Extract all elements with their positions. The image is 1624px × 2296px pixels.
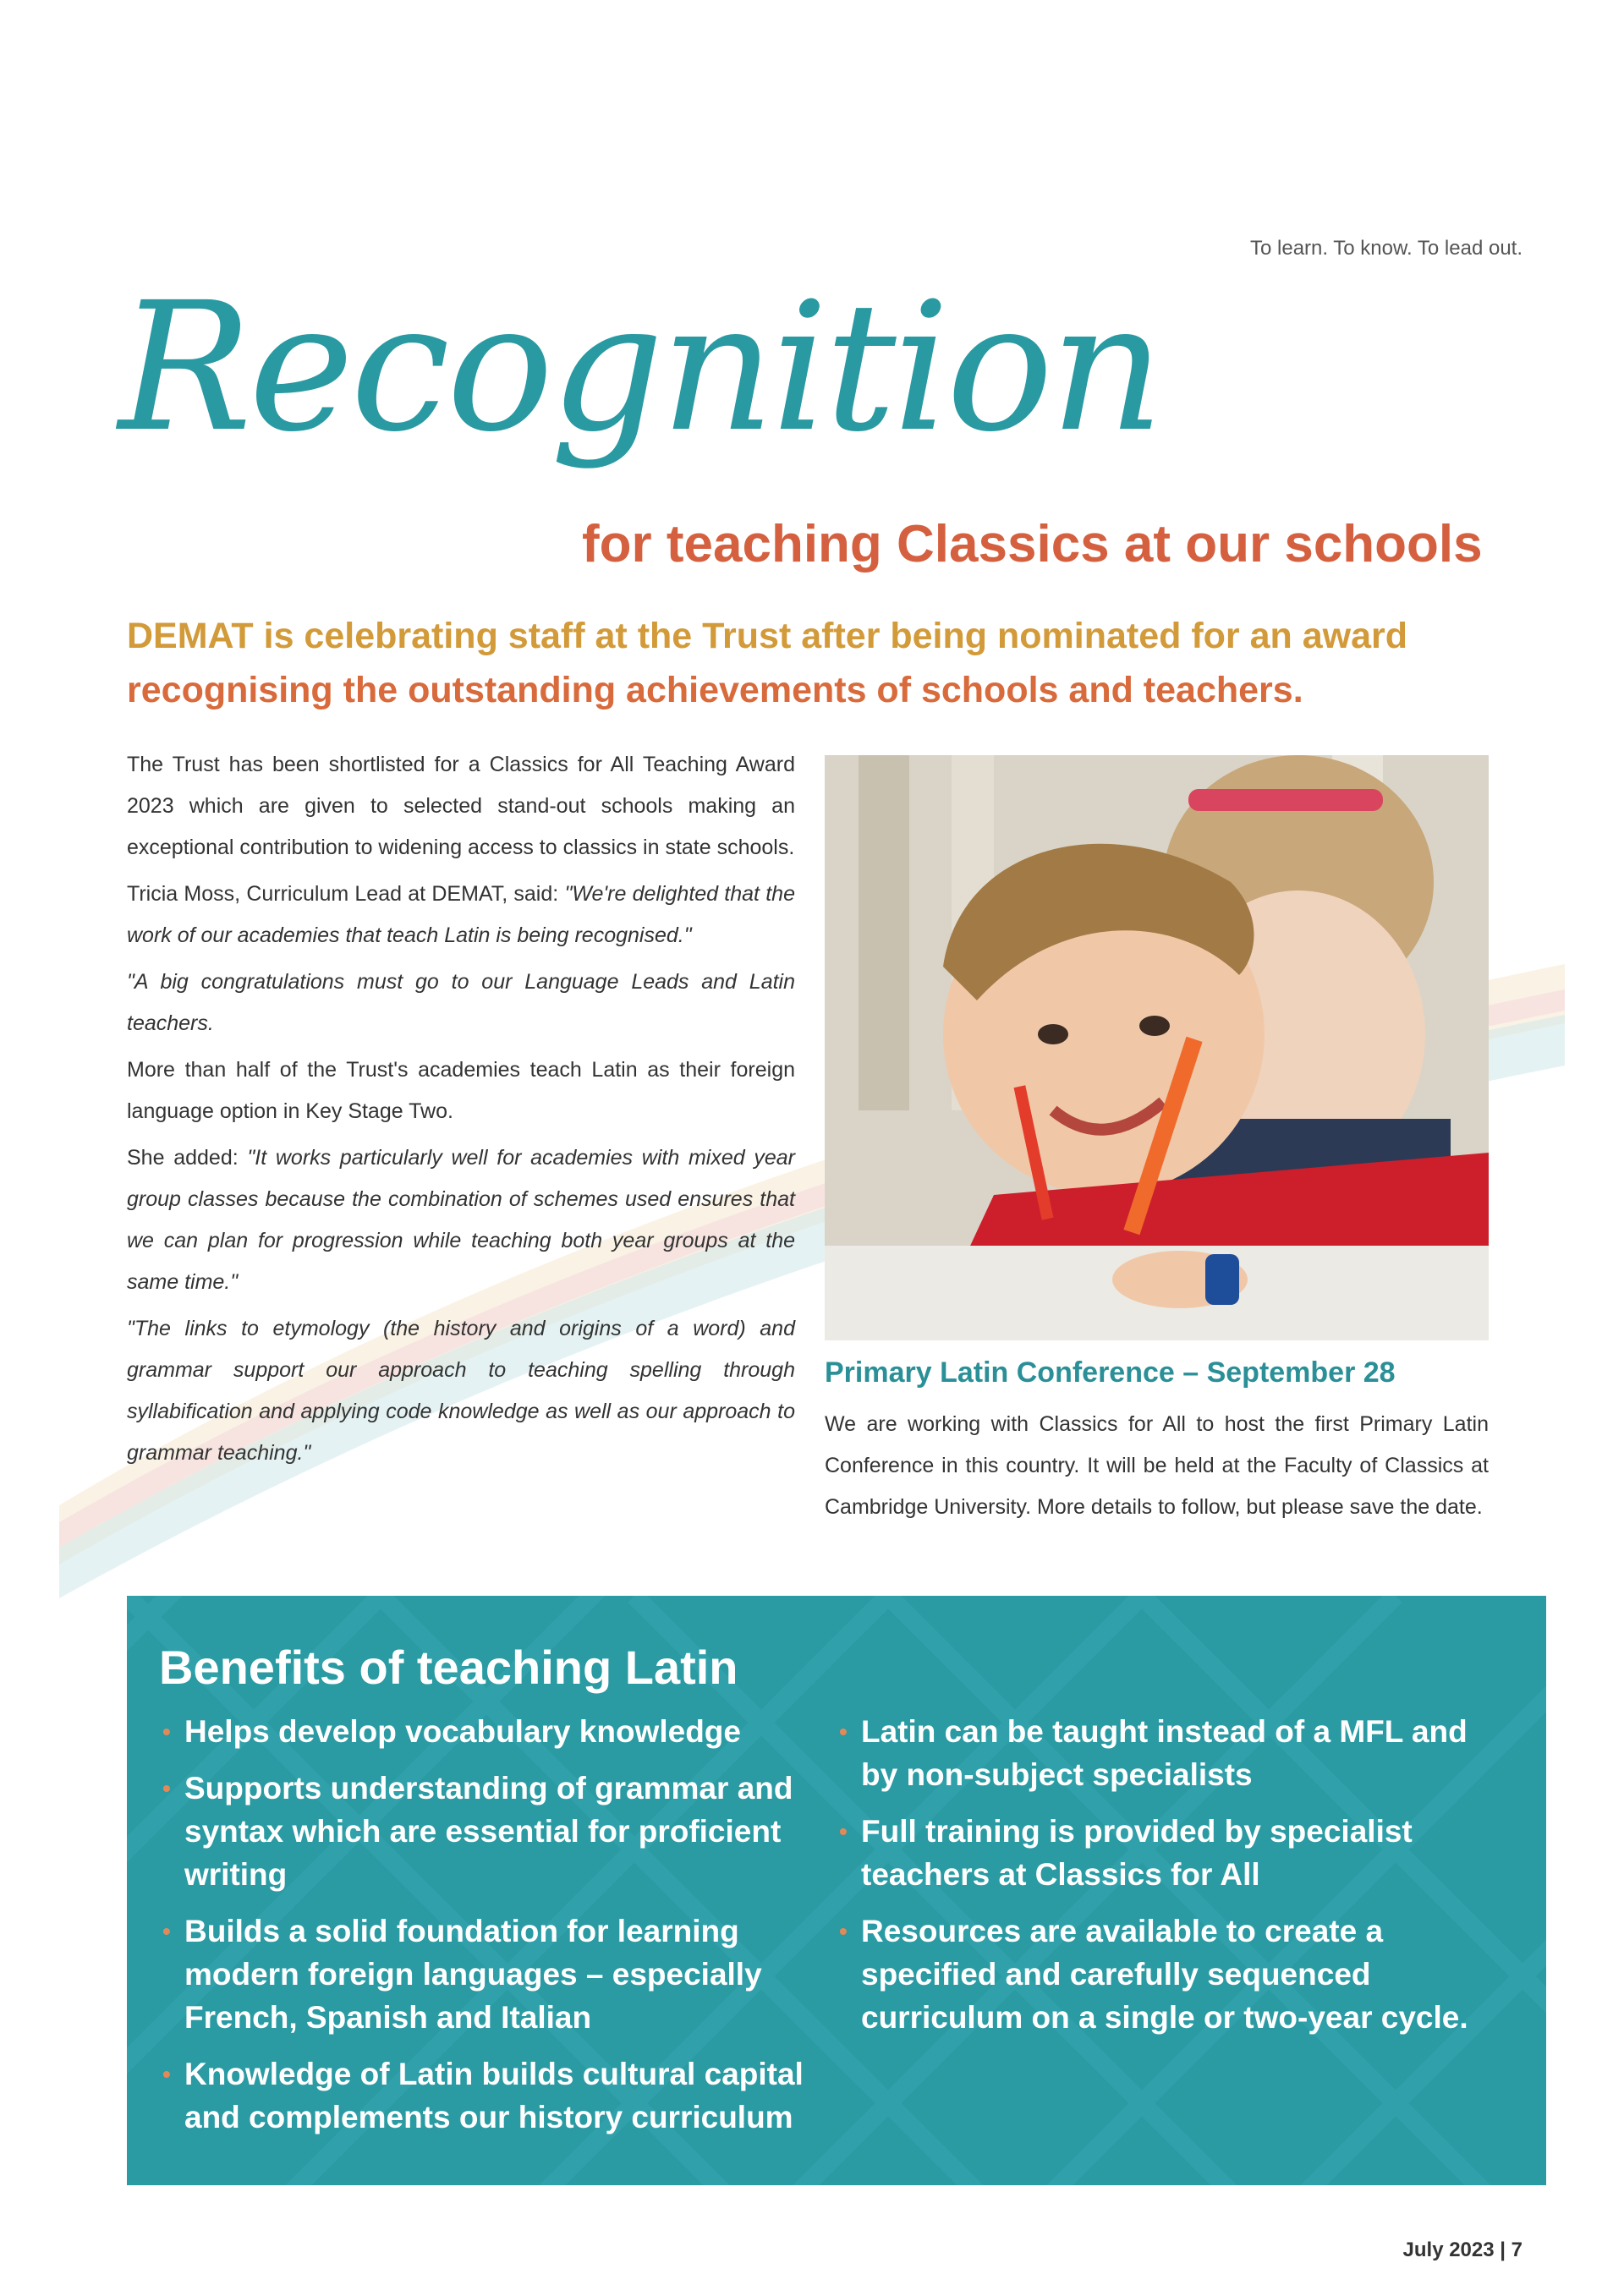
conference-title: Primary Latin Conference – September 28 [825, 1356, 1396, 1389]
page-subtitle: for teaching Classics at our schools [582, 515, 1483, 573]
conference-body: We are working with Classics for All to host the first Primary Latin Conference in this country. It will be held at the Faculty of Classics at Cambridge University. More details to follow, but please save the date. [825, 1412, 1489, 1519]
classroom-photo-illustration [825, 755, 1489, 1340]
list-item: • Builds a solid foundation for learning modern foreign languages – especially French, Spanish and Italian [159, 1910, 819, 2039]
list-item: • Resources are available to create a specified and carefully sequenced curriculum on a single or two-year cycle. [836, 1910, 1479, 2039]
list-item: • Latin can be taught instead of a MFL and by non-subject specialists [836, 1710, 1479, 1796]
article-paragraph-4: More than half of the Trust's academies teach Latin as their foreign language option in Key Stage Two. [127, 1058, 795, 1123]
page-footer: July 2023 | 7 [1402, 2238, 1522, 2261]
article-paragraph-1: The Trust has been shortlisted for a Classics for All Teaching Award 2023 which are given to selected stand-out schools making an exceptional contribution to widening access to classics in state schools. [127, 753, 795, 859]
lead-part-1: DEMAT is celebrating staff at the Trust after being nominated for an award [127, 616, 1407, 656]
list-item: • Helps develop vocabulary knowledge [159, 1710, 819, 1753]
list-item: • Knowledge of Latin builds cultural capital and complements our history curriculum [159, 2052, 819, 2139]
article-paragraph-6: "The links to etymology (the history and origins of a word) and grammar support our approach to teaching spelling through syllabification and applying code knowledge as well as our approach to grammar teaching." [127, 1317, 795, 1465]
article-body [127, 744, 795, 1479]
bullet-icon: • [162, 2061, 171, 2087]
bullet-icon: • [162, 1718, 171, 1745]
article-paragraph-3: "A big congratulations must go to our Language Leads and Latin teachers. [127, 970, 795, 1035]
benefits-list-left [159, 1710, 819, 2152]
benefits-panel [127, 1596, 1546, 2185]
article-p2-intro: Tricia Moss, Curriculum Lead at DEMAT, said: [127, 882, 565, 906]
classroom-photo [825, 755, 1489, 1340]
article-paragraph-2 [127, 874, 795, 956]
bullet-icon: • [839, 1918, 848, 1944]
bullet-icon: • [162, 1775, 171, 1801]
bullet-icon: • [839, 1718, 848, 1745]
article-p2-quote: "We're delighted that the work of our academies that teach Latin is being recognised." [127, 882, 795, 947]
lead-part-2: recognising the outstanding achievements of schools and teachers. [127, 670, 1303, 710]
list-item: • Supports understanding of grammar and syntax which are essential for proficient writing [159, 1767, 819, 1896]
list-item: • Full training is provided by specialist teachers at Classics for All [836, 1810, 1479, 1896]
lead-paragraph [127, 609, 1522, 717]
bullet-icon: • [162, 1918, 171, 1944]
benefits-title: Benefits of teaching Latin [159, 1641, 738, 1694]
article-p5-quote: "It works particularly well for academies with mixed year group classes because the combination of schemes used ensures that we can plan for progression while teaching both year groups at the same time." [127, 1146, 795, 1294]
article-paragraph-5 [127, 1137, 795, 1303]
page-title: Recognition [118, 264, 1161, 471]
bullet-icon: • [839, 1818, 848, 1844]
benefits-list-right [836, 1710, 1479, 2052]
article-p5-intro: She added: [127, 1146, 248, 1170]
header-tagline: To learn. To know. To lead out. [1250, 237, 1522, 260]
